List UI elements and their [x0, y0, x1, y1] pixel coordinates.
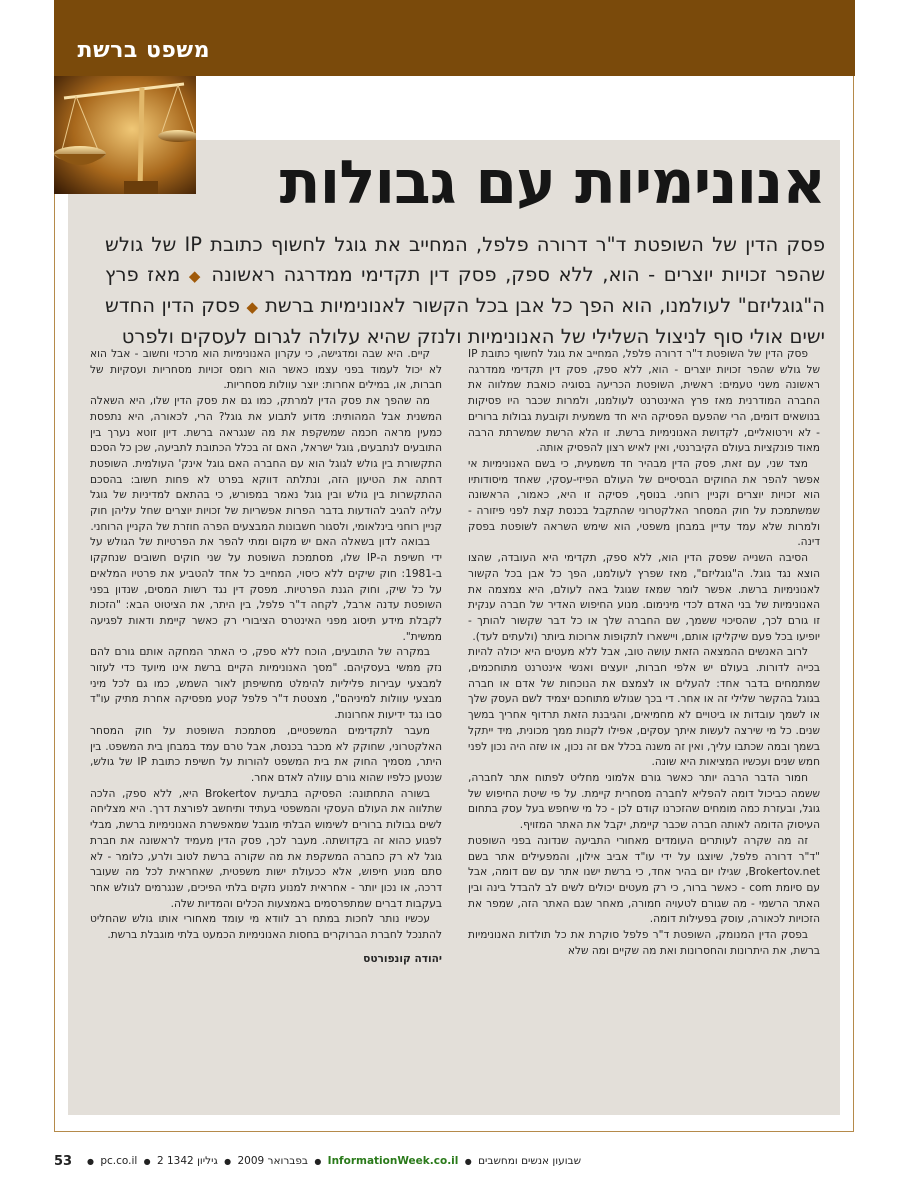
paragraph: לרוב האנשים ההמצאה הזאת עושה טוב, אבל ללא מעטים היא יכולה להיות בכייה לדורות. בעולם יש אלפי חברות, יועצים ואנשי אינטרנט מתוחכמים, שמתמחים בדבר אחד: להעלים או לצמצם את הנוכחות של אדם או חברה בגוגל בהקשר שלילי זה או אחר. די בכך שגולש מתוחכם יצמיד לשם העסק שלך או לשמך עובדות או ביטויים לא מחמיאים, והגיבנת הזאת תרדוף אחריך במשך שנים. כל מי שירצה לעשות איתך עסקים, אפילו לקנות ממך מכונית, מיד ייתקל בשמך ובמה שכתבו עליך, ואין זה משנה בכלל אם זה נכון, או שזה היה נכון לפני חמש שנים ועכשיו המציאות היא שונה.: [468, 646, 820, 769]
bullet-dot-icon: ●: [224, 1157, 232, 1166]
article-column-left: [90, 347, 442, 967]
paragraph: מעבר לתקדימים המשפטיים, מסתמכת השופטת על חוק המסחר האלקטרוני, שחוקק לא מכבר בכנסת, אבל טרם עמד במבחן בית המשפט. בין היתר, מסמיך החוק את בית המשפט להורות על חשיפת כתובת IP של גולש, שנטען כלפיו שהוא גורם עוולה לאדם אחר.: [90, 724, 442, 784]
paragraph: במקרה של התובעים, הוכח ללא ספק, כי האתר המחקה אותם גורם להם נזק ממשי בעסקיהם. "מסך האנונימיות הקיים ברשת אינו מיועד כדי לעזור למבצעי עבירות פליליות להימלט מחשיפתן לאור השמש, כמו גם לכל מיני מבצעי עוולות למיניהם", מצטטת ד"ר פלפל קטע מפסיקה אחרת מתיק עו"ד סבו נגד ידיעות אחרונות.: [90, 646, 442, 722]
section-title: משפט ברשת: [77, 38, 210, 63]
deck-sentence: מאז פרץ ה"גוגליזם" לעולמנו, הוא הפך כל אבן בכל הקשור לאנונימיות ברשת: [105, 263, 826, 317]
page-footer: [54, 1154, 854, 1172]
footer-site: pc.co.il: [100, 1155, 138, 1167]
bullet-dot-icon: ●: [464, 1157, 472, 1166]
bullet-dot-icon: ●: [87, 1157, 94, 1166]
footer-line: [84, 1155, 581, 1167]
diamond-bullet-icon: ◆: [246, 298, 259, 316]
paragraph: פסק הדין של השופטת ד"ר דרורה פלפל, המחייב את גוגל לחשוף כתובת IP של גולש שהפר זכויות יוצרים - הוא, ללא ספק, פסק דין תקדימי ממדרגה ראשונה משני טעמים: ראשית, השופטת הכריעה בסוגיה כואבת שמלווה את החברה המודרנית מאז פרץ האינטרנט לעולמנו, ולמרות שכבר היו פסיקות בנושאים דומים, הרי שהפעם הפסיקה היא חד משמעית וקובעת גבולות ברורים - לא וירטואליים, לקדושת האנונימיות ברשת. זו הלא הרשת שמשרתת הרבה מאוד פונקציות בעולם הקיברנטי, ואין לאיש רצון להפסיק אותה.: [468, 348, 820, 455]
paragraph: בבואה לדון בשאלה האם יש מקום ומתי להפר את הפרטיות של הגולש על ידי חשיפת ה-IP שלו, מסתמכת השופטת על שני חוקים חשובים שנחקקו ב-1981: חוק שיקים ללא כיסוי, המחייב כל אחד להטביע את פרטיו המלאים על כל שיק, וחוק הגנת הפרטיות. מפסק דין נגד רשות המסים, שנדון בפני השופטת עדנה ארבל, לקחה ד"ר פלפל, בין היתר, את הציטוט הבא: "הזכות לקבלת מידע תיסוג מפני האינטרס הציבורי רק כאשר קיימת ודאות לפגיעה ממשית".: [90, 536, 442, 643]
footer-date: 2 בפברואר 2009: [156, 1155, 308, 1167]
paragraph: מה שהפך את פסק הדין למרתק, כמו גם את פסק הדין שלו, היא השאלה המשנית אבל המהותית: מדוע לתבוע את גוגל? הרי, לכאורה, היא נתפסת כמעין מראה חכמה שמשקפת את מה שנגראה ברשת. דיון זוטא נערך בין התובעים לנתבעים, גוגל ישראל, האם זה בכלל הכתובת לתביעה, שכן כל הסכם התקשורת בין גולש לגוגל הוא עם החברה האם גוגל אינק' העולמית. השופטת דחתה את הטיעון הזה, ונתלתה דווקא בפרט לא פחות חשוב: בהסכם ההתקשרות בין גולש ובין גוגל נאמר במפורש, כי בהתאם למדיניות של גוגל עליה להגיב להודעות בדבר הפרות אפשריות של זכויות יוצרים שחל עליהן חוק קניין רוחני בינלאומי, ולסגור חשבונות המבצעים הפרה חוזרת של הקניין הרוחני.: [90, 395, 442, 533]
paragraph: הסיבה השנייה שפסק הדין הוא, ללא ספק, תקדימי היא העובדה, שהצו הוצא נגד גוגל. ה"גוגליזם", מאז שפרץ לעולמנו, הפך כל אבן בכל הקשור לאנונימיות ברשת. אפשר לומר שמאז שגוגל באה לעולם, היא צמצמה את האנונימיות של בני האדם לכדי מינימום. מנוע החיפוש האדיר של חברה ענקית זו גורם לכך, שהסיכוי ששמך, שם החברה שלך או כל דבר שקשור להותך - יופיעו בכל פעם שיקליקו אותם, ויישארו לתקופות ארוכות ביותר (ולעתים לעד).: [468, 552, 820, 643]
deck-sentence: פסק הדין של השופטת ד"ר דרורה פלפל, המחייב את גוגל לחשוף כתובת IP של גולש שהפר זכויות יוצרים - הוא, ללא ספק, פסק דין תקדימי ממדרגה ראשונה: [105, 233, 826, 286]
bullet-dot-icon: ●: [143, 1157, 151, 1166]
footer-issue: גיליון 1342: [167, 1155, 218, 1167]
scales-of-justice-image: [54, 76, 196, 194]
paragraph: מצד שני, עם זאת, פסק הדין מבהיר חד משמעית, כי בשם האנונימיות אי אפשר להפר את החוקים הבסיסיים של העולם הפיזי-עסקי, שאחד מיסודותיו הוא זכויות יוצרים וקניין רוחני. בנוסף, פסיקה זו היא, כאמור, הראשונה שמשתמכת על חוק המסחר האלקטרוני שהתקבל בכנסת קצת לפני פיזורה - ולמרות שלא עמד עדיין במבחן משפטי, הוא שימש השראה לשופטת בפסק דינה.: [468, 457, 820, 549]
diamond-bullet-icon: ◆: [188, 267, 203, 285]
footer-brand-site: InformationWeek.co.il: [327, 1155, 459, 1167]
paragraph: בפסק הדין המנומק, השופטת ד"ר פלפל סוקרת את כל תולדות האנונימיות ברשת, את היתרונות והחסרונות ואת מה שקיים ומה שלא: [468, 929, 820, 957]
article-headline: אנונימיות עם גבולות: [279, 148, 825, 218]
paragraph: עכשיו נותר לחכות במתח רב לוודא מי עומד מאחורי אותו גולש שהחליט להתנכל לחברת הברוקרים בחסות האנונימיות הכמעט בלתי מוגבלת ברשת.: [90, 913, 442, 942]
paragraph: זה מה שקרה לעותרים העומדים מאחורי התביעה שנדונה בפני השופטת "ד"ר דרורה פלפל, שיוצגו על ידי עו"ד אביב אילון, והמפעילים אתר בשם Brokertov.net, שגילו יום בהיר אחד, כי ברשת ישנו אתר עם שם דומה, אבל עם סיומת com - כאשר ברור, כי רק מעטים יכולים לשים לב להבדל בינה ובין האתר הרשמי - מה שגורם לטעויה חמורה, מאחר שגם האתר הזה, שמפר את הזכויות לכאורה, עוסק בפעילות דומה.: [468, 834, 820, 926]
paragraph: בשורה התחתונה: הפסיקה בתביעת Brokertov היא, ללא ספק, הלכה שתלווה את העולם העסקי והמשפטי בעתיד ותיחשב לפורצת דרך. היא מצליחה לשים גבולות ברורים לשימוש הבלתי מוגבל שמאפשרת האנונימיות ברשת, מבלי לפגוע כהוא זה בקדושתה. מעבר לכך, פסק הדין מעמיד לראשונה את חברת גוגל לא רק כחברה המשקפת את מה שקורה ברשת לטוב ולרע, כלומר - לא סתם מנוע חיפוש, אלא ככעולת ישות משפטית, שאחראית לכל מה שעובר דרכה, או נכון יותר - אחראית למנוע נזקים בלתי הפיכים, שנגרמים לגולש אחר בעקבות דברים שמתפרסמים באמצעות הכלים והמדיות שלה.: [90, 787, 442, 910]
page-number: 53: [54, 1154, 73, 1169]
bullet-dot-icon: ●: [314, 1157, 322, 1166]
paragraph: קיים. היא שבה ומדגישה, כי עקרון האנונימיות הוא מרכזי וחשוב - אבל הוא לא יכול לעמוד בפני עצמו כאשר הוא רומס זכויות מסחריות ועסקיות של חברות, או, במילים אחרות: יוצר עוולות מסחריות.: [90, 348, 442, 392]
article-deck: [105, 230, 825, 352]
paragraph: חמור הדבר הרבה יותר כאשר גורם אלמוני מחליט לפתוח אתר לחברה, ששמה כביכול דומה להפליא לחברה מסחרית קיימת. על פי שיטת החיפוש של גוגל, ובעזרת כמה מומחים שהזכרנו קודם לכן - כל מי שיחפש בעל עסק בתחום העיסוק הדומה לאותה חברה שכבר קיימת, יקבל את האתר המזויף.: [468, 771, 820, 832]
deck-sentence: פסק הדין החדש ישים אולי סוף לניצול השלילי של האנונימיות ולנזק שהיא עלולה לגרום לעסקים ולפרט: [105, 294, 825, 348]
author-byline: יהודה קונפורטס: [363, 952, 442, 965]
footer-publication: שבועון אנשים ומחשבים: [478, 1155, 582, 1167]
article-column-right: [468, 347, 820, 959]
